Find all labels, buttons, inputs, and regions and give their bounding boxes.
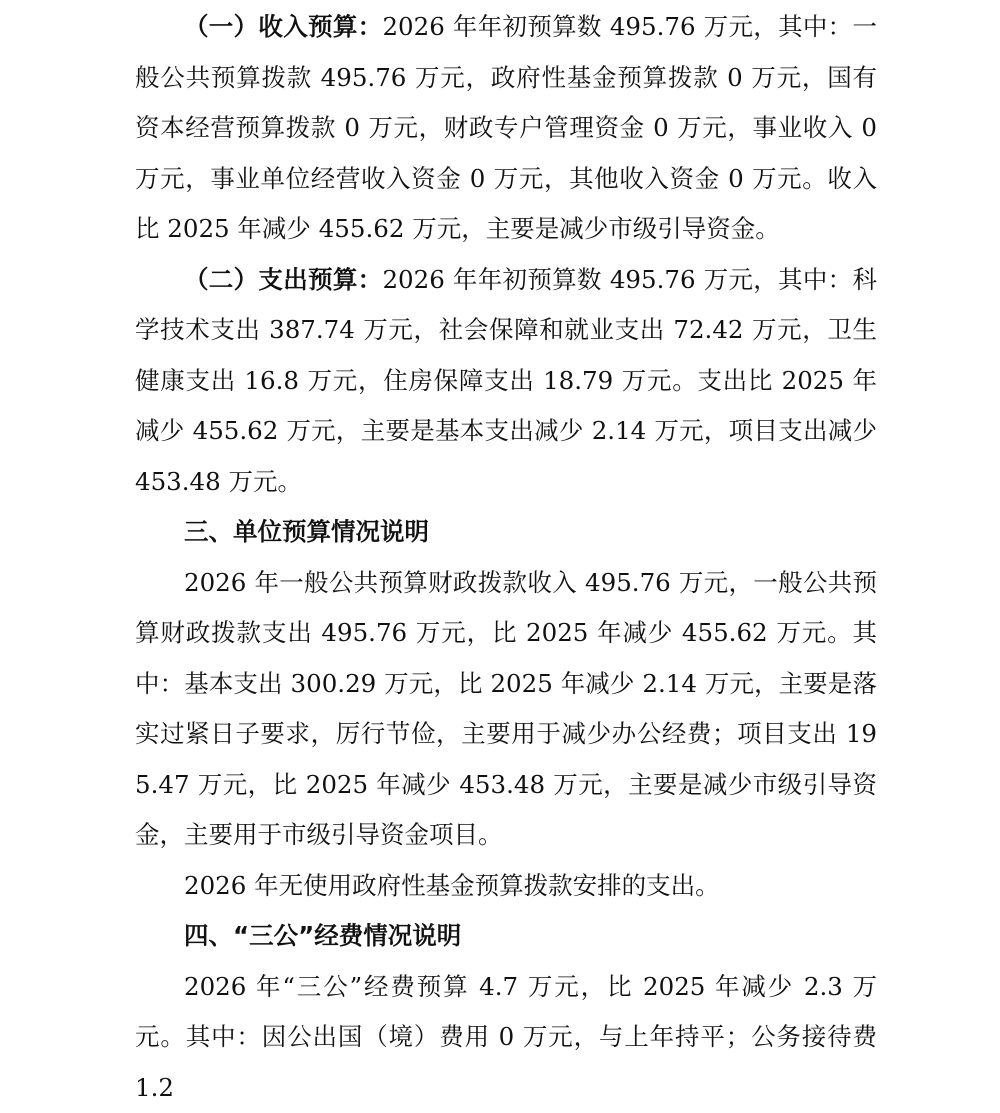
document-page: [135, 0, 877, 1113]
unit-budget-paragraph-1: 2026 年一般公共预算财政拨款收入 495.76 万元，一般公共预算财政拨款支出 495.76 万元，比 2025 年减少 455.62 万元。其中：基本支出 300.29 万元，比 2025 年减少 2.14 万元，主要是落实过紧日子要求，厉行节俭，主要用于减少办公经费；项目支出 195.47 万元，比 2025 年减少 453.48 万元，主要是减少市级引导资金，主要用于市级引导资金项目。: [135, 558, 877, 861]
unit-budget-heading: 三、单位预算情况说明: [135, 507, 877, 558]
expenditure-budget-lead: （二）支出预算：: [184, 265, 382, 294]
three-public-paragraph-1: 2026 年“三公”经费预算 4.7 万元，比 2025 年减少 2.3 万元。其中：因公出国（境）费用 0 万元，与上年持平；公务接待费 1.2: [135, 962, 877, 1113]
income-budget-text: 2026 年年初预算数 495.76 万元，其中：一般公共预算拨款 495.76 万元，政府性基金预算拨款 0 万元，国有资本经营预算拨款 0 万元，财政专户管理资金 0 万元，事业收入 0 万元，事业单位经营收入资金 0 万元，其他收入资金 0 万元。收入比 2025 年减少 455.62 万元，主要是减少市级引导资金。: [135, 12, 877, 243]
income-budget-paragraph: [135, 2, 877, 255]
three-public-heading: 四、“三公”经费情况说明: [135, 911, 877, 962]
expenditure-budget-paragraph: [135, 255, 877, 508]
income-budget-lead: （一）收入预算：: [184, 12, 382, 41]
expenditure-budget-text: 2026 年年初预算数 495.76 万元，其中：科学技术支出 387.74 万元，社会保障和就业支出 72.42 万元，卫生健康支出 16.8 万元，住房保障支出 18.79 万元。支出比 2025 年减少 455.62 万元，主要是基本支出减少 2.14 万元，项目支出减少 453.48 万元。: [135, 265, 877, 496]
unit-budget-paragraph-2: 2026 年无使用政府性基金预算拨款安排的支出。: [135, 861, 877, 912]
